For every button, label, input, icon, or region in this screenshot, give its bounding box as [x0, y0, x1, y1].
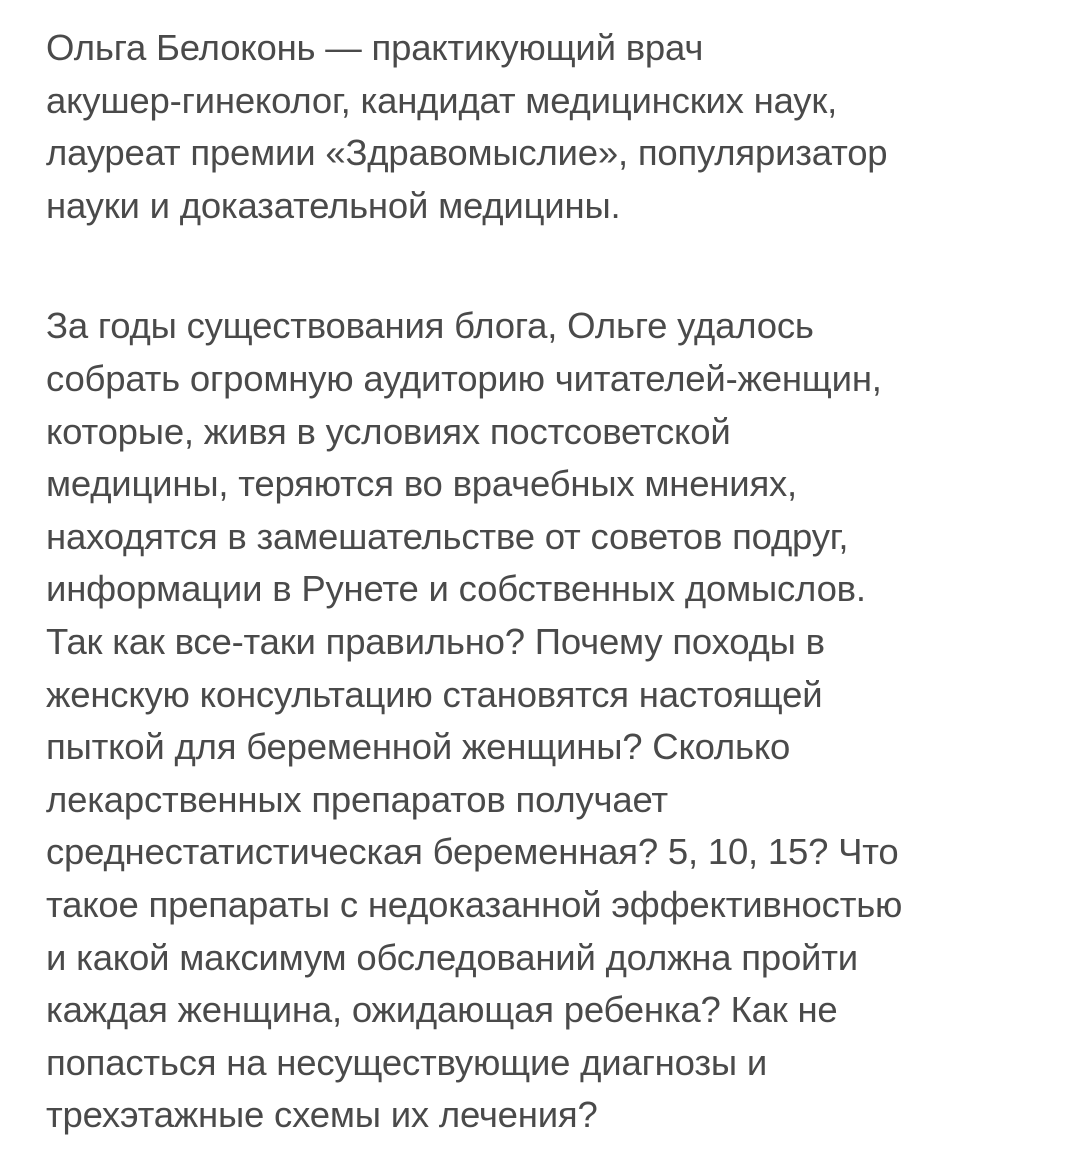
- text-line: пыткой для беременной женщины? Сколько: [46, 726, 791, 768]
- paragraph-author-intro: [46, 22, 1056, 232]
- text-line: информации в Рунете и собственных домыслов.: [46, 568, 866, 610]
- text-line: собрать огромную аудиторию читателей-женщин,: [46, 357, 882, 399]
- text-line: такое препараты с недоказанной эффективностью: [46, 883, 903, 925]
- text-line: За годы существования блога, Ольге удалось: [46, 305, 814, 347]
- text-line: акушер-гинеколог, кандидат медицинских наук,: [46, 79, 838, 121]
- text-line: лауреат премии «Здравомыслие», популяризатор: [46, 132, 888, 174]
- text-line: Так как все-таки правильно? Почему походы в: [46, 620, 825, 662]
- text-line: каждая женщина, ожидающая ребенка? Как не: [46, 989, 838, 1031]
- paragraph-spacer: [46, 232, 1056, 300]
- text-line: находятся в замешательстве от советов подруг,: [46, 515, 849, 557]
- text-line: которые, живя в условиях постсоветской: [46, 410, 731, 452]
- text-line: среднестатистическая беременная? 5, 10, 15? Что: [46, 831, 899, 873]
- text-line: медицины, теряются во врачебных мнениях,: [46, 463, 797, 505]
- text-line: науки и доказательной медицины.: [46, 184, 621, 226]
- article-text: [46, 22, 1056, 1142]
- text-line: Ольга Белоконь — практикующий врач: [46, 27, 704, 68]
- text-line: попасться на несуществующие диагнозы и: [46, 1041, 768, 1083]
- text-line: лекарственных препаратов получает: [46, 778, 668, 820]
- text-line: и какой максимум обследований должна пройти: [46, 936, 858, 978]
- text-line: женскую консультацию становятся настоящей: [46, 673, 823, 715]
- text-line: трехэтажные схемы их лечения?: [46, 1094, 598, 1136]
- paragraph-blog-audience: [46, 300, 1056, 1142]
